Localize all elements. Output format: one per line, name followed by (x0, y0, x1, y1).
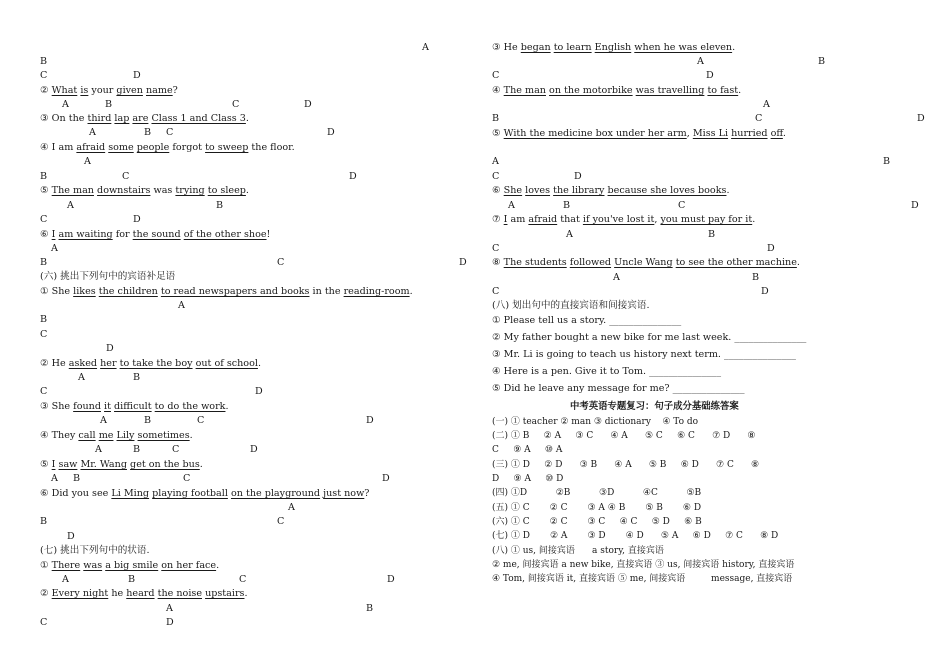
sentence-line: ④ They call me Lily sometimes. (40, 430, 193, 441)
option-letter: C (166, 127, 174, 138)
option-letter: D (459, 257, 467, 268)
option-letter: B (128, 574, 136, 585)
option-letter: A (763, 99, 770, 110)
option-letter: B (40, 56, 48, 67)
sentence-line: ③ He began to learn English when he was eleven. (492, 42, 736, 53)
blank-item: ④ Here is a pen. Give it to Tom. _______________ (492, 366, 722, 377)
option-letter: A (89, 127, 96, 138)
option-letter: A (613, 272, 620, 283)
sentence-line: ② Every night he heard the noise upstairs. (40, 588, 248, 599)
option-letter: A (566, 229, 573, 240)
option-letter: B (708, 229, 716, 240)
answer-line: (七) ① D ② A ③ D ④ D ⑤ A ⑥ D ⑦ C ⑧ D (492, 531, 779, 541)
option-letter: B (883, 156, 891, 167)
option-letter: C (183, 473, 191, 484)
answer-line: (八) ① us, 间接宾语 a story, 直接宾语 (492, 546, 664, 556)
option-letter: C (40, 70, 48, 81)
option-letter: D (706, 70, 714, 81)
sentence-line: ⑧ The students followed Uncle Wang to see the other machine. (492, 257, 800, 268)
sentence-line: ① There was a big smile on her face. (40, 560, 220, 571)
sentence-line: ⑤ With the medicine box under her arm, Miss Li hurried off. (492, 128, 786, 139)
option-letter: D (917, 113, 925, 124)
option-letter: A (492, 156, 499, 167)
option-letter: A (51, 473, 58, 484)
blank-item: ⑤ Did he leave any message for me? _______________ (492, 383, 745, 394)
answer-line: (二) ① B ② A ③ C ④ A ⑤ C ⑥ C ⑦ D ⑧ (492, 431, 756, 441)
blank-item: ① Please tell us a story. _______________ (492, 315, 682, 326)
sentence-line: ② He asked her to take the boy out of school. (40, 358, 261, 369)
option-letter: A (288, 502, 295, 513)
option-letter: B (144, 415, 152, 426)
option-letter: C (172, 444, 180, 455)
option-letter: A (422, 42, 429, 53)
option-letter: D (911, 200, 919, 211)
answer-line: (六) ① C ② C ③ C ④ C ⑤ D ⑥ B (492, 517, 702, 527)
option-letter: A (697, 56, 704, 67)
blank-item: ② My father bought a new bike for me last week. _______________ (492, 332, 807, 343)
option-letter: C (40, 617, 48, 628)
option-letter: D (133, 70, 141, 81)
blank-item: ③ Mr. Li is going to teach us history next term. _______________ (492, 349, 796, 360)
sentence-line: ① She likes the children to read newspapers and books in the reading-room. (40, 286, 413, 297)
sentence-line: ⑥ She loves the library because she loves books. (492, 185, 730, 196)
option-letter: D (327, 127, 335, 138)
option-letter: C (678, 200, 686, 211)
sentence-line: ③ On the third lap are Class 1 and Class 3. (40, 113, 249, 124)
section-heading: (六) 挑出下列句中的宾语补足语 (40, 271, 176, 282)
option-letter: C (492, 243, 500, 254)
option-letter: C (122, 171, 130, 182)
answer-line: (五) ① C ② C ③ A ④ B ⑤ B ⑥ D (492, 503, 702, 513)
option-letter: C (492, 286, 500, 297)
option-letter: B (40, 516, 48, 527)
answer-line: ② me, 间接宾语 a new bike, 直接宾语 ③ us, 间接宾语 history, 直接宾语 (492, 560, 795, 570)
option-letter: C (239, 574, 247, 585)
answer-key-title: 中考英语专题复习：句子成分基础练答案 (570, 401, 739, 412)
sentence-line: ⑤ The man downstairs was trying to sleep. (40, 185, 249, 196)
option-letter: A (178, 300, 185, 311)
option-letter: A (62, 99, 69, 110)
option-letter: D (761, 286, 769, 297)
option-letter: C (232, 99, 240, 110)
option-letter: D (133, 214, 141, 225)
option-letter: B (752, 272, 760, 283)
sentence-line: ⑤ I saw Mr. Wang get on the bus. (40, 459, 203, 470)
option-letter: D (574, 171, 582, 182)
option-letter: D (382, 473, 390, 484)
option-letter: B (133, 444, 141, 455)
answer-line: (一) ① teacher ② man ③ dictionary ④ To do (492, 417, 699, 427)
option-letter: D (67, 531, 75, 542)
option-letter: C (197, 415, 205, 426)
option-letter: D (349, 171, 357, 182)
option-letter: C (492, 70, 500, 81)
option-letter: D (304, 99, 312, 110)
option-letter: B (40, 314, 48, 325)
option-letter: A (100, 415, 107, 426)
option-letter: D (366, 415, 374, 426)
option-letter: B (818, 56, 826, 67)
option-letter: B (40, 257, 48, 268)
option-letter: B (105, 99, 113, 110)
option-letter: A (166, 603, 173, 614)
answer-line: (四) ①D ②B ③D ④C ⑤B (492, 488, 702, 498)
option-letter: D (250, 444, 258, 455)
option-letter: B (216, 200, 224, 211)
section-heading: (八) 划出句中的直接宾语和间接宾语. (492, 300, 650, 311)
sentence-line: ⑥ I am waiting for the sound of the other shoe! (40, 229, 271, 240)
sentence-line: ② What is your given name? (40, 85, 178, 96)
option-letter: D (106, 343, 114, 354)
option-letter: B (73, 473, 81, 484)
option-letter: D (387, 574, 395, 585)
option-letter: A (51, 243, 58, 254)
option-letter: A (95, 444, 102, 455)
option-letter: C (755, 113, 763, 124)
answer-line: (三) ① D ② D ③ B ④ A ⑤ B ⑥ D ⑦ C ⑧ (492, 460, 760, 470)
option-letter: A (84, 156, 91, 167)
sentence-line: ④ The man on the motorbike was travelling to fast. (492, 85, 742, 96)
option-letter: A (62, 574, 69, 585)
option-letter: C (492, 171, 500, 182)
sentence-line: ⑥ Did you see Li Ming playing football on the playground just now? (40, 488, 370, 499)
option-letter: B (492, 113, 500, 124)
option-letter: C (40, 214, 48, 225)
sentence-line: ⑦ I am afraid that if you've lost it, you must pay for it. (492, 214, 756, 225)
sentence-line: ④ I am afraid some people forgot to sweep the floor. (40, 142, 295, 153)
option-letter: B (563, 200, 571, 211)
option-letter: B (133, 372, 141, 383)
option-letter: A (67, 200, 74, 211)
option-letter: B (40, 171, 48, 182)
answer-line: ④ Tom, 间接宾语 it, 直接宾语 ⑤ me, 间接宾语 message, 直接宾语 (492, 574, 793, 584)
option-letter: A (78, 372, 85, 383)
sentence-line: ③ She found it difficult to do the work. (40, 401, 229, 412)
option-letter: D (255, 386, 263, 397)
section-heading: (七) 挑出下列句中的状语. (40, 545, 150, 556)
option-letter: C (40, 386, 48, 397)
answer-line: D ⑨ A ⑩ D (492, 474, 564, 484)
option-letter: C (40, 329, 48, 340)
option-letter: B (144, 127, 152, 138)
option-letter: B (366, 603, 374, 614)
option-letter: D (767, 243, 775, 254)
option-letter: D (166, 617, 174, 628)
option-letter: C (277, 516, 285, 527)
option-letter: C (277, 257, 285, 268)
answer-line: C ⑨ A ⑩ A (492, 445, 563, 455)
option-letter: A (508, 200, 515, 211)
